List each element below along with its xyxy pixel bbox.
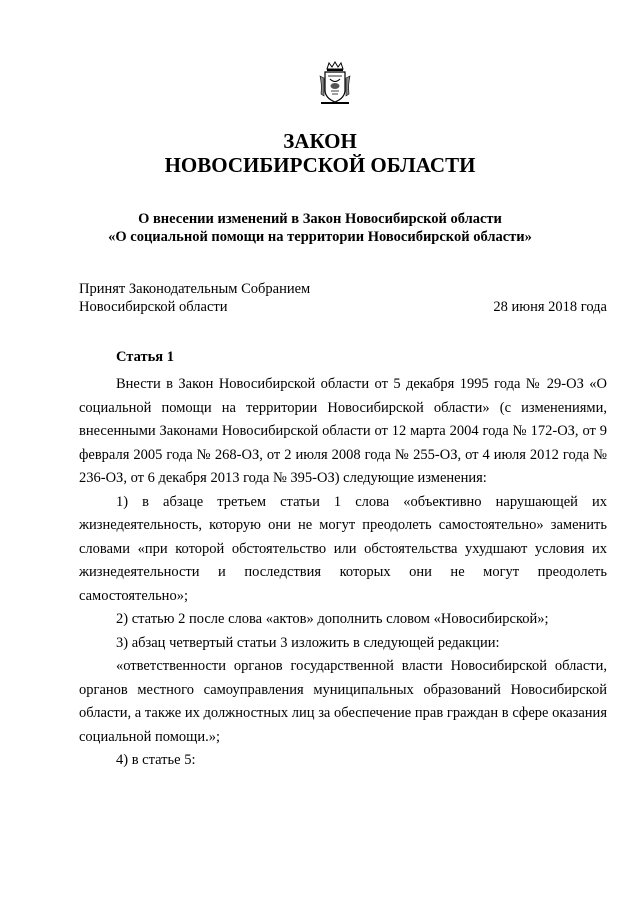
- adoption-body-line2: Новосибирской области: [79, 299, 228, 315]
- law-region-title: НОВОСИБИРСКОЙ ОБЛАСТИ: [164, 153, 476, 177]
- article-paragraph: 2) статью 2 после слова «актов» дополнить словом «Новосибирской»;: [116, 611, 549, 627]
- law-subject-line2: «О социальной помощи на территории Новосибирской области»: [108, 229, 532, 245]
- article-paragraph: 3) абзац четвертый статьи 3 изложить в следующей редакции:: [116, 634, 500, 651]
- article-heading: Статья 1: [116, 349, 174, 365]
- adoption-date: 28 июня 2018 года: [493, 299, 607, 315]
- law-subject-line1: О внесении изменений в Закон Новосибирской области: [138, 211, 502, 227]
- article-paragraph: «ответственности органов государственной власти Новосибирской области, органов местного самоуправления муниципальных образований Новосибирской области, а также их должностных лиц за обеспечение прав граждан в сфере оказания социальной помощи.»;: [79, 658, 607, 745]
- coat-of-arms-icon: [318, 60, 352, 106]
- article-paragraph: 1) в абзаце третьем статьи 1 слова «объективно нарушающей их жизнедеятельность, которую они не могут преодолеть самостоятельно» заменить словами «при которой обстоятельство или обстоятельства ухудшают условия их жизнедеятельности и последствия которых они не могут преодолеть самостоятельно»;: [79, 493, 607, 604]
- law-title: ЗАКОН: [283, 129, 357, 153]
- article-body: [79, 373, 607, 773]
- adoption-body-line1: Принят Законодательным Собранием: [79, 281, 311, 297]
- article-paragraph: Внести в Закон Новосибирской области от 5 декабря 1995 года № 29-ОЗ «О социальной помощи на территории Новосибирской области» (с изменениями, внесенными Законами Новосибирской области от 12 марта 2004 года № 172-ОЗ, от 9 февраля 2005 года № 268-ОЗ, от 2 июля 2008 года № 255-ОЗ, от 4 июля 2012 года № 236-ОЗ, от 6 декабря 2013 года № 395-ОЗ) следующие изменения:: [79, 376, 607, 486]
- article-paragraph: 4) в статье 5:: [116, 752, 196, 768]
